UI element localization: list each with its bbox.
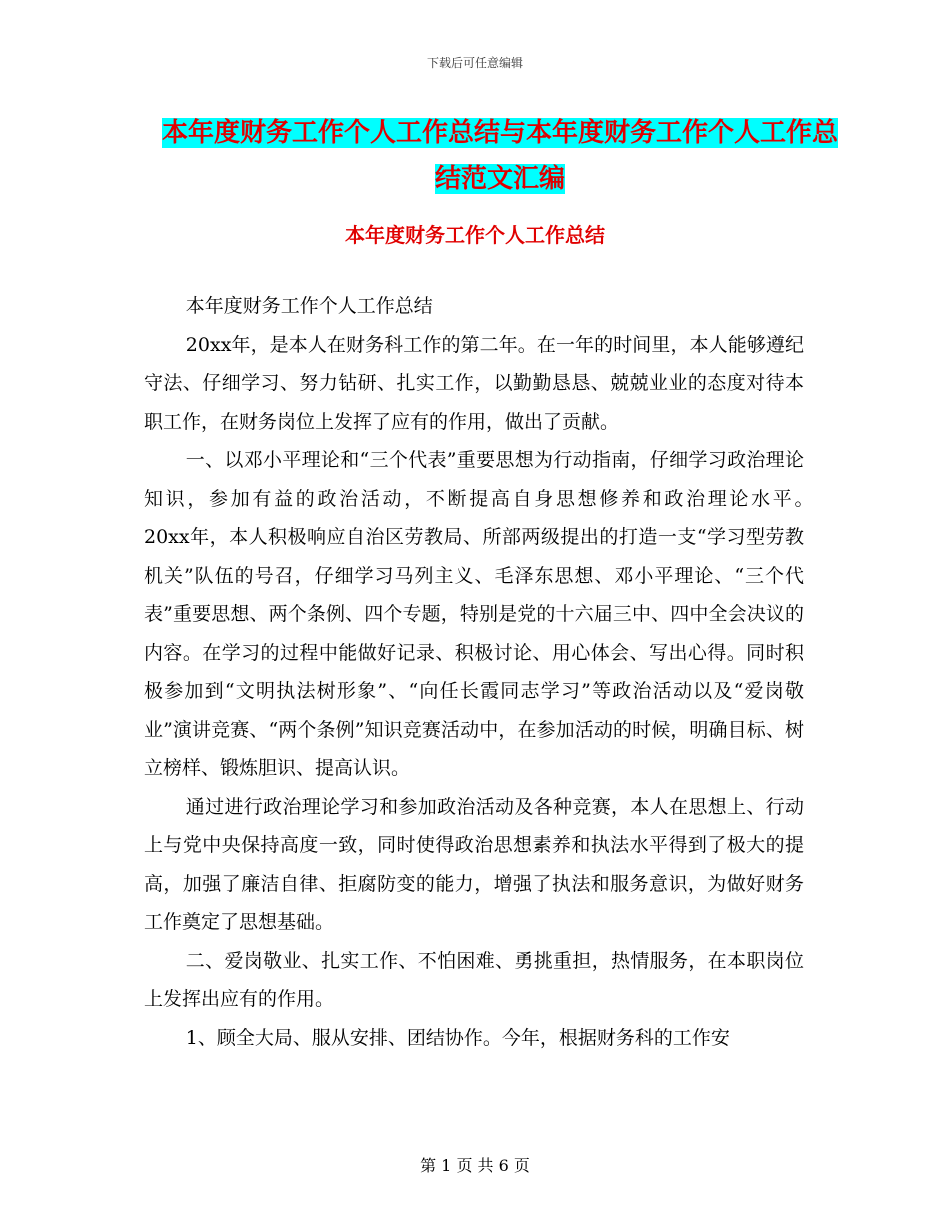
paragraph: 1、顾全大局、服从安排、团结协作。今年，根据财务科的工作安 [185, 1026, 730, 1049]
section-title: 本年度财务工作个人工作总结 [345, 223, 605, 247]
header-note: 下载后可任意编辑 [426, 56, 523, 70]
paragraph: 一、以邓小平理论和“三个代表”重要思想为行动指南，仔细学习政治理论知识，参加有益的政治活动，不断提高自身思想修养和政治理论水平。 20xx年，本人积极响应自治区劳教局、所部两级提出的打造一支“学习型劳教机关”队伍的号召，仔细学习马列主义、毛泽东思想、邓小平理论、“三个代表”重要思想、两个条例、四个专题，特别是党的十六届三中、四中全会决议的内容。在学习的过程中能做好记录、积极讨论、用心体会、写出心得。同时积极参加到“文明执法树形象”、“向任长霞同志学习”等政治活动以及“爱岗敬业”演讲竞赛、“两个条例”知识竞赛活动中，在参加活动的时候，明确目标、树立榜样、锻炼胆识、提高认识。 [144, 449, 843, 779]
page-footer: 第 1 页 共 6 页 [420, 1156, 530, 1175]
paragraph: 本年度财务工作个人工作总结 [185, 295, 433, 317]
paragraph: 20xx年，是本人在财务科工作的第二年。在一年的时间里，本人能够遵纪守法、仔细学习、努力钻研、扎实工作，以勤勤恳恳、兢兢业业的态度对待本职工作，在财务岗位上发挥了应有的作用，做出了贡献。 [144, 333, 804, 433]
paragraph: 二、爱岗敬业、扎实工作、不怕困难、勇挑重担，热情服务，在本职岗位上发挥出应有的作用。 [144, 949, 804, 1010]
document-body [144, 287, 843, 1057]
paragraph: 通过进行政治理论学习和参加政治活动及各种竞赛，本人在思想上、行动上与党中央保持高度一致，同时使得政治思想素养和执法水平得到了极大的提高，加强了廉洁自律、拒腐防变的能力，增强了执法和服务意识，为做好财务工作奠定了思想基础。 [144, 795, 804, 933]
document-title-text: 本年度财务工作个人工作总结与本年度财务工作个人工作总结范文汇编 [161, 118, 838, 194]
document-title [150, 110, 850, 202]
